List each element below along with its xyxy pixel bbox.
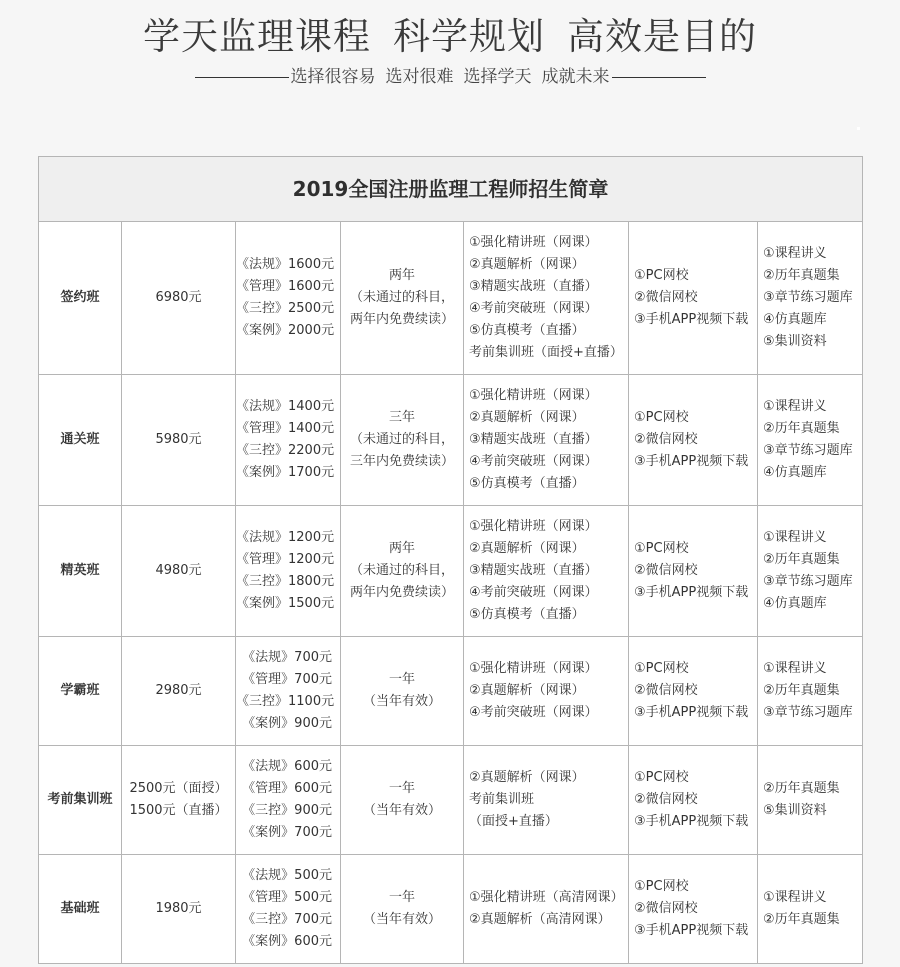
study-duration-line: 三年内免费续读） [349,454,454,469]
subject-prices-line: 《管理》1600元 [236,279,335,294]
course-list-line: ②真题解析（网课） [469,683,585,698]
course-list-line: ④考前突破班（网课） [469,454,598,469]
material-list-line: ④仿真题库 [763,596,827,611]
study-duration-cell [341,637,464,746]
course-list-line: ③精题实战班（直播） [469,279,598,294]
table-row [39,375,863,506]
material-list-cell [758,375,863,506]
subject-prices-line: 《案例》1700元 [236,465,335,480]
study-duration-cell [341,746,464,855]
subject-prices-line: 《法规》500元 [242,868,332,883]
class-price-line: 2980元 [155,683,202,698]
class-price-line: 5980元 [155,432,202,447]
headline-part-3: 高效是目的 [567,15,757,58]
class-price-line: 6980元 [155,290,202,305]
platform-list-line: ①PC网校 [634,879,689,894]
platform-list-cell [629,637,758,746]
course-list-line: ④考前突破班（网课） [469,585,598,600]
subject-prices-line: 《法规》1400元 [236,399,335,414]
platform-list-line: ③手机APP视频下载 [634,705,749,720]
headline-part-1: 学天监理课程 [143,15,371,58]
subject-prices-line: 《三控》1100元 [236,694,335,709]
study-duration-line: 一年 [388,890,415,905]
course-list-line: ④考前突破班（网课） [469,301,598,316]
slogan-2: 选对很难 [385,67,454,87]
study-duration-line: （未通过的科目， [349,563,454,578]
page-headline [0,6,900,60]
material-list-cell [758,855,863,964]
platform-list-line: ①PC网校 [634,410,689,425]
platform-list-line: ③手机APP视频下载 [634,312,749,327]
table-row [39,222,863,375]
table-row [39,855,863,964]
subject-prices-line: 《三控》900元 [242,803,332,818]
class-name-cell: 精英班 [39,506,122,637]
material-list-line: ⑤集训资料 [763,803,827,818]
study-duration-line: （当年有效） [362,803,441,818]
subject-prices-line: 《案例》700元 [242,825,332,840]
material-list-line: ⑤集训资料 [763,334,827,349]
slogan-4: 成就未来 [541,67,610,87]
platform-list-line: ②微信网校 [634,290,698,305]
left-divider [195,77,289,78]
subject-prices-cell [236,375,341,506]
course-list-line: ②真题解析（网课） [469,770,585,785]
course-list-cell [464,375,629,506]
subject-prices-line: 《法规》700元 [242,650,332,665]
subject-prices-line: 《三控》1800元 [236,574,335,589]
study-duration-cell [341,855,464,964]
material-list-line: ①课程讲义 [763,246,827,261]
subject-prices-line: 《管理》1200元 [236,552,335,567]
platform-list-cell [629,506,758,637]
platform-list-line: ③手机APP视频下载 [634,454,749,469]
course-list-line: ②真题解析（网课） [469,410,585,425]
right-divider [612,77,706,78]
study-duration-line: （未通过的科目， [349,432,454,447]
subject-prices-cell [236,855,341,964]
subject-prices-line: 《法规》600元 [242,759,332,774]
slogan-3: 选择学天 [463,67,532,87]
study-duration-line: 一年 [388,781,415,796]
course-list-line: ⑤仿真模考（直播） [469,607,585,622]
headline-part-2: 科学规划 [393,15,545,58]
material-list-line: ①课程讲义 [763,890,827,905]
class-price-cell [122,506,236,637]
study-duration-cell [341,506,464,637]
subject-prices-line: 《管理》1400元 [236,421,335,436]
study-duration-line: 两年内免费续读） [349,585,454,600]
study-duration-cell [341,222,464,375]
class-price-cell [122,375,236,506]
platform-list-line: ②微信网校 [634,432,698,447]
material-list-line: ②历年真题集 [763,781,840,796]
class-price-cell [122,855,236,964]
study-duration-line: 两年 [388,268,415,283]
course-list-line: ②真题解析（网课） [469,257,585,272]
slogan-line [0,62,900,87]
material-list-cell [758,637,863,746]
slogan-1: 选择很容易 [290,67,376,87]
table-row [39,637,863,746]
course-list-cell [464,506,629,637]
platform-list-line: ③手机APP视频下载 [634,923,749,938]
course-list-line: ③精题实战班（直播） [469,432,598,447]
subject-prices-line: 《案例》2000元 [236,323,335,338]
course-list-line: ①强化精讲班（网课） [469,388,598,403]
material-list-line: ②历年真题集 [763,552,840,567]
material-list-line: ③章节练习题库 [763,705,853,720]
platform-list-cell [629,855,758,964]
platform-list-line: ③手机APP视频下载 [634,585,749,600]
material-list-line: ③章节练习题库 [763,574,853,589]
material-list-cell [758,222,863,375]
material-list-line: ③章节练习题库 [763,443,853,458]
class-name-cell: 签约班 [39,222,122,375]
study-duration-line: 两年内免费续读） [349,312,454,327]
subject-prices-line: 《三控》700元 [242,912,332,927]
decorative-dot [857,127,860,130]
material-list-line: ③章节练习题库 [763,290,853,305]
platform-list-line: ③手机APP视频下载 [634,814,749,829]
subject-prices-cell [236,637,341,746]
platform-list-line: ②微信网校 [634,901,698,916]
enrollment-table [38,156,863,964]
course-list-line: ②真题解析（高清网课） [469,912,611,927]
study-duration-cell [341,375,464,506]
class-name-cell: 通关班 [39,375,122,506]
class-price-cell [122,637,236,746]
course-list-line: ⑤仿真模考（直播） [469,476,585,491]
course-list-line: ①强化精讲班（高清网课） [469,890,624,905]
subject-prices-line: 《管理》600元 [242,781,332,796]
subject-prices-line: 《三控》2200元 [236,443,335,458]
platform-list-line: ①PC网校 [634,541,689,556]
material-list-line: ④仿真题库 [763,465,827,480]
class-price-line: 1500元（直播） [129,803,228,818]
table-row [39,506,863,637]
study-duration-line: 三年 [388,410,415,425]
study-duration-line: （当年有效） [362,694,441,709]
class-price-cell [122,746,236,855]
platform-list-cell [629,746,758,855]
course-list-line: 考前集训班（面授+直播） [469,345,623,360]
course-list-cell [464,222,629,375]
material-list-line: ②历年真题集 [763,912,840,927]
course-list-line: ①强化精讲班（网课） [469,661,598,676]
subject-prices-line: 《案例》600元 [242,934,332,949]
study-duration-line: （未通过的科目， [349,290,454,305]
class-name-cell: 基础班 [39,855,122,964]
material-list-line: ①课程讲义 [763,399,827,414]
subject-prices-line: 《管理》500元 [242,890,332,905]
table-row [39,746,863,855]
material-list-line: ②历年真题集 [763,683,840,698]
subject-prices-line: 《案例》900元 [242,716,332,731]
class-price-cell [122,222,236,375]
class-name-cell: 考前集训班 [39,746,122,855]
platform-list-line: ②微信网校 [634,683,698,698]
material-list-line: ①课程讲义 [763,661,827,676]
table-title: 2019全国注册监理工程师招生简章 [39,157,863,222]
material-list-line: ②历年真题集 [763,268,840,283]
platform-list-line: ①PC网校 [634,661,689,676]
course-list-line: ①强化精讲班（网课） [469,235,598,250]
course-list-line: ⑤仿真模考（直播） [469,323,585,338]
course-list-cell [464,855,629,964]
class-price-line: 4980元 [155,563,202,578]
platform-list-cell [629,222,758,375]
subject-prices-cell [236,506,341,637]
study-duration-line: 一年 [388,672,415,687]
subject-prices-line: 《案例》1500元 [236,596,335,611]
material-list-line: ④仿真题库 [763,312,827,327]
course-list-line: （面授+直播） [469,814,558,829]
class-price-line: 2500元（面授） [129,781,228,796]
subject-prices-line: 《法规》1200元 [236,530,335,545]
platform-list-line: ①PC网校 [634,770,689,785]
platform-list-cell [629,375,758,506]
subject-prices-cell [236,222,341,375]
course-list-line: ②真题解析（网课） [469,541,585,556]
platform-list-line: ②微信网校 [634,792,698,807]
course-list-line: 考前集训班 [469,792,535,807]
course-list-line: ①强化精讲班（网课） [469,519,598,534]
material-list-cell [758,506,863,637]
study-duration-line: （当年有效） [362,912,441,927]
course-list-cell [464,637,629,746]
course-list-cell [464,746,629,855]
subject-prices-line: 《法规》1600元 [236,257,335,272]
class-name-cell: 学霸班 [39,637,122,746]
subject-prices-cell [236,746,341,855]
platform-list-line: ②微信网校 [634,563,698,578]
class-price-line: 1980元 [155,901,202,916]
subject-prices-line: 《三控》2500元 [236,301,335,316]
course-list-line: ④考前突破班（网课） [469,705,598,720]
material-list-line: ①课程讲义 [763,530,827,545]
material-list-cell [758,746,863,855]
study-duration-line: 两年 [388,541,415,556]
course-list-line: ③精题实战班（直播） [469,563,598,578]
material-list-line: ②历年真题集 [763,421,840,436]
subject-prices-line: 《管理》700元 [242,672,332,687]
platform-list-line: ①PC网校 [634,268,689,283]
